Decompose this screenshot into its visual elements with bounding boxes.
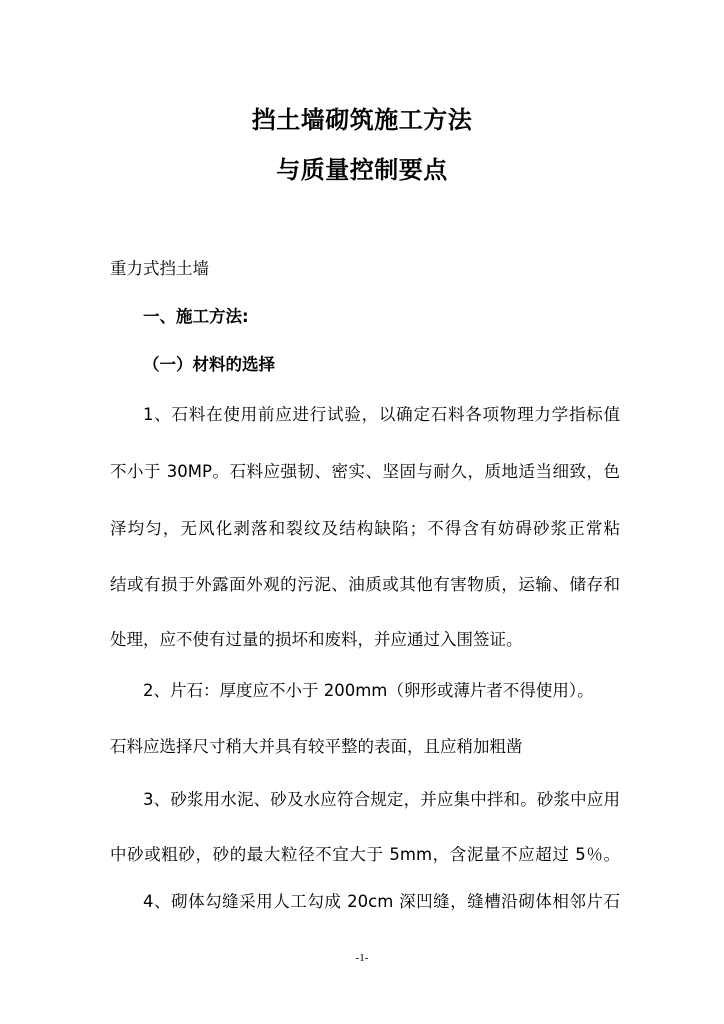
subheading-construction-method: 一、施工方法: bbox=[143, 307, 249, 326]
page-number: -1- bbox=[355, 952, 369, 964]
paragraph-line: 石料应选择尺寸稍大并具有较平整的表面，且应稍加粗凿 bbox=[110, 737, 523, 756]
paragraph-line: 不小于 30MP。石料应强韧、密实、坚固与耐久，质地适当细致，色 bbox=[110, 462, 620, 481]
paragraph-line: 处理，应不使有过量的损坏和废料，并应通过入围签证。 bbox=[110, 630, 523, 649]
paragraph-line: 2、片石：厚度应不小于 200mm（卵形或薄片者不得使用）。 bbox=[143, 681, 594, 700]
paragraph-line: 4、砌体勾缝采用人工勾成 20cm 深凹缝，缝槽沿砌体相邻片石 bbox=[143, 892, 620, 911]
paragraph-line: 泽均匀，无风化剥落和裂纹及结构缺陷；不得含有妨碍砂浆正常粘 bbox=[110, 519, 620, 538]
subheading-material-selection: （一）材料的选择 bbox=[143, 355, 275, 374]
document-title-line-2: 与质量控制要点 bbox=[276, 156, 448, 184]
section-heading: 重力式挡土墙 bbox=[110, 259, 209, 278]
paragraph-line: 3、砂浆用水泥、砂及水应符合规定，并应集中拌和。砂浆中应用 bbox=[143, 790, 620, 809]
paragraph-line: 中砂或粗砂，砂的最大粒径不宜大于 5mm，含泥量不应超过 5％。 bbox=[110, 845, 620, 864]
paragraph-line: 结或有损于外露面外观的污泥、油质或其他有害物质，运输、储存和 bbox=[110, 575, 620, 594]
paragraph-line: 1、石料在使用前应进行试验，以确定石料各项物理力学指标值 bbox=[143, 405, 620, 424]
document-title-line-1: 挡土墙砌筑施工方法 bbox=[251, 106, 473, 134]
